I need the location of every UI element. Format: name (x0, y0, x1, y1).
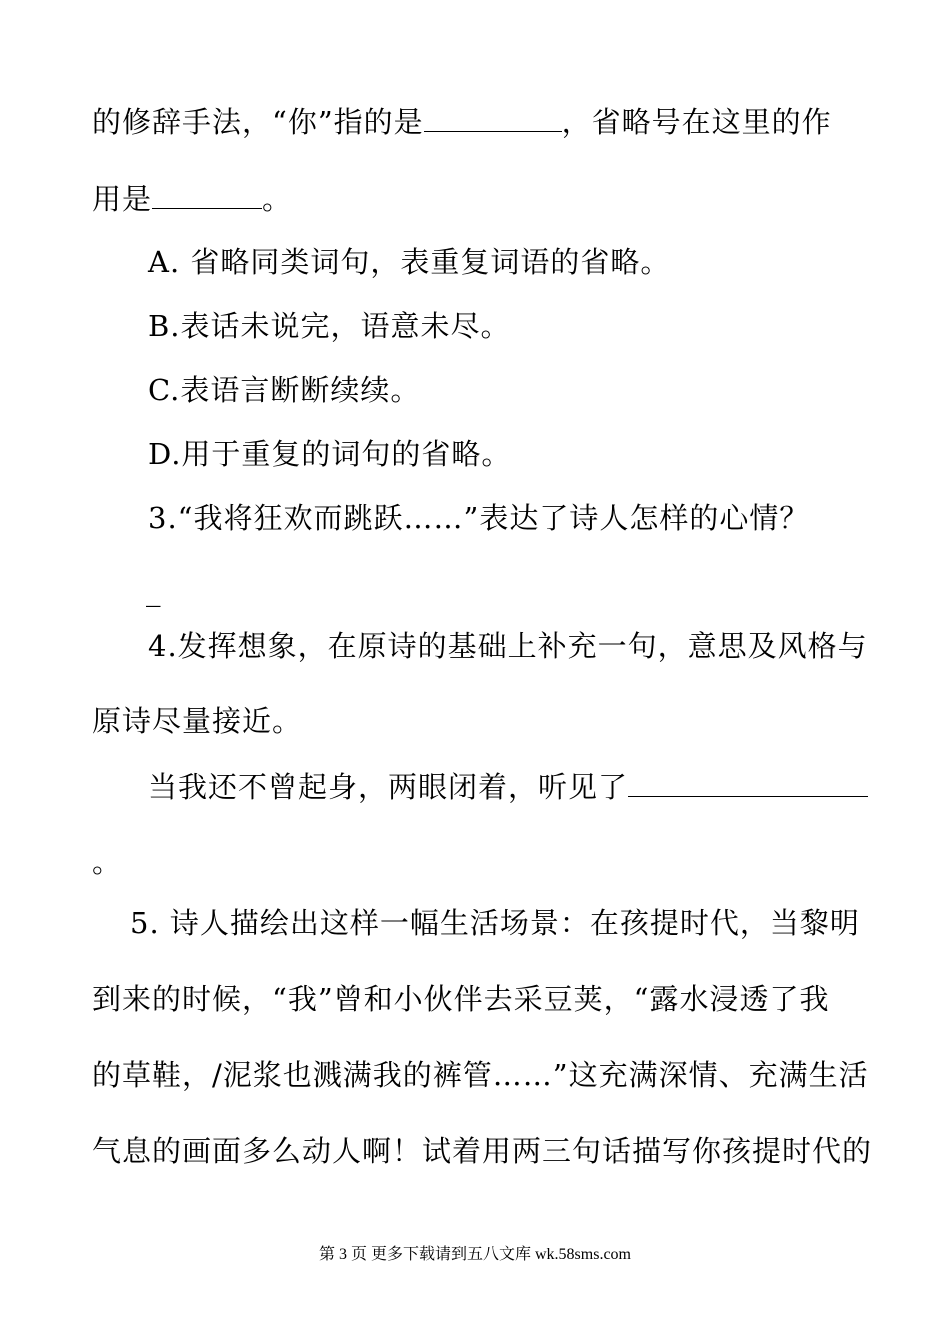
text-fragment: 的修辞手法，“你”指的是 (92, 105, 424, 139)
question-3-blank: _ (146, 573, 162, 607)
text-fragment: ，省略号在这里的作 (561, 105, 832, 139)
question-4-line-3 (148, 766, 868, 807)
text-line-1 (92, 101, 832, 142)
option-a: A. 省略同类词句，表重复词语的省略。 (148, 245, 671, 279)
question-5-line-3: 的草鞋，/泥浆也溅满我的裤管……”这充满深情、充满生活 (92, 1058, 869, 1092)
text-fragment: 用是 (92, 182, 153, 216)
option-b: B.表话未说完，语意未尽。 (148, 309, 511, 343)
text-fragment: 当我还不曾起身，两眼闭着，听见了 (148, 770, 629, 804)
question-5-line-2: 到来的时候，“我”曾和小伙伴去采豆荚，“露水浸透了我 (92, 982, 830, 1016)
question-5-line-1: 5. 诗人描绘出这样一幅生活场景：在孩提时代，当黎明 (130, 906, 860, 940)
question-3: 3.“我将狂欢而跳跃……”表达了诗人怎样的心情？ (148, 501, 810, 535)
question-5-line-4: 气息的画面多么动人啊！试着用两三句话描写你孩提时代的 (92, 1134, 873, 1168)
text-fragment: 。 (262, 182, 293, 216)
answer-blank (424, 101, 562, 132)
page-footer: 第 3 页 更多下载请到五八文库 wk.58sms.com (318, 1246, 631, 1263)
option-d: D.用于重复的词句的省略。 (148, 437, 512, 471)
text-line-2 (92, 178, 292, 219)
answer-blank (152, 178, 262, 209)
option-c: C.表语言断断续续。 (148, 373, 421, 407)
answer-blank (628, 766, 868, 797)
question-4-line-2: 原诗尽量接近。 (92, 704, 303, 738)
question-4-line-4: 。 (92, 845, 123, 879)
question-4-line-1: 4.发挥想象，在原诗的基础上补充一句，意思及风格与 (148, 629, 868, 663)
